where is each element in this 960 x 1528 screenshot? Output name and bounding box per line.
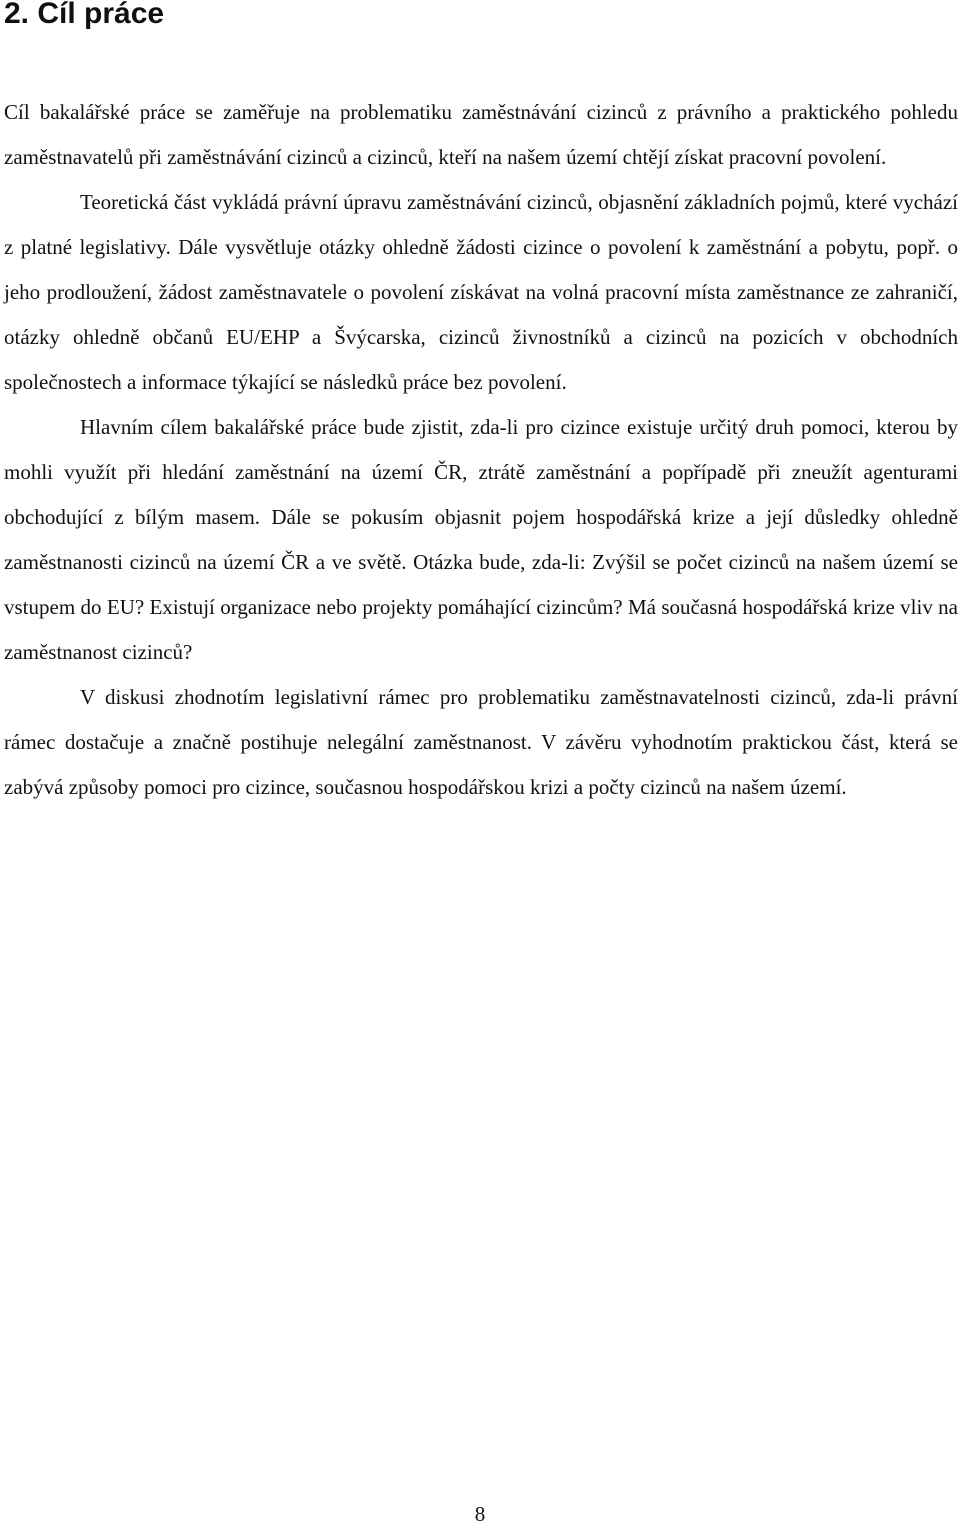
- body-text: [4, 90, 958, 810]
- page-number: 8: [474, 1502, 486, 1526]
- paragraph-intro: Cíl bakalářské práce se zaměřuje na problematiku zaměstnávání cizinců z právního a praktického pohledu zaměstnavatelů při zaměstnávání cizinců a cizinců, kteří na našem území chtějí získat pracovní povolení.: [4, 100, 958, 169]
- paragraph-discussion: V diskusi zhodnotím legislativní rámec pro problematiku zaměstnavatelnosti cizinců, zda-li právní rámec dostačuje a značně postihuje nelegální zaměstnanost. V závěru vyhodnotím praktickou část, která se zabývá způsoby pomoci pro cizince, současnou hospodářskou krizi a počty cizinců na našem území.: [4, 685, 958, 799]
- section-heading: 2. Cíl práce: [4, 0, 165, 30]
- paragraph-theory: Teoretická část vykládá právní úpravu zaměstnávání cizinců, objasnění základních pojmů, které vychází z platné legislativy. Dále vysvětluje otázky ohledně žádosti cizince o povolení k zaměstnání a pobytu, popř. o jeho prodloužení, žádost zaměstnavatele o povolení získávat na volná pracovní místa zaměstnance ze zahraničí, otázky ohledně občanů EU/EHP a Švýcarska, cizinců živnostníků a cizinců na pozicích v obchodních společnostech a informace týkající se následků práce bez povolení.: [4, 190, 958, 394]
- paragraph-main-goal: Hlavním cílem bakalářské práce bude zjistit, zda-li pro cizince existuje určitý druh pomoci, kterou by mohli využít při hledání zaměstnání na území ČR, ztrátě zaměstnání a popřípadě při zneužít agenturami obchodující z bílým masem. Dále se pokusím objasnit pojem hospodářská krize a její důsledky ohledně zaměstnanosti cizinců na území ČR a ve světě. Otázka bude, zda-li: Zvýšil se počet cizinců na našem území se vstupem do EU? Existují organizace nebo projekty pomáhající cizincům? Má současná hospodářská krize vliv na zaměstnanost cizinců?: [4, 415, 958, 664]
